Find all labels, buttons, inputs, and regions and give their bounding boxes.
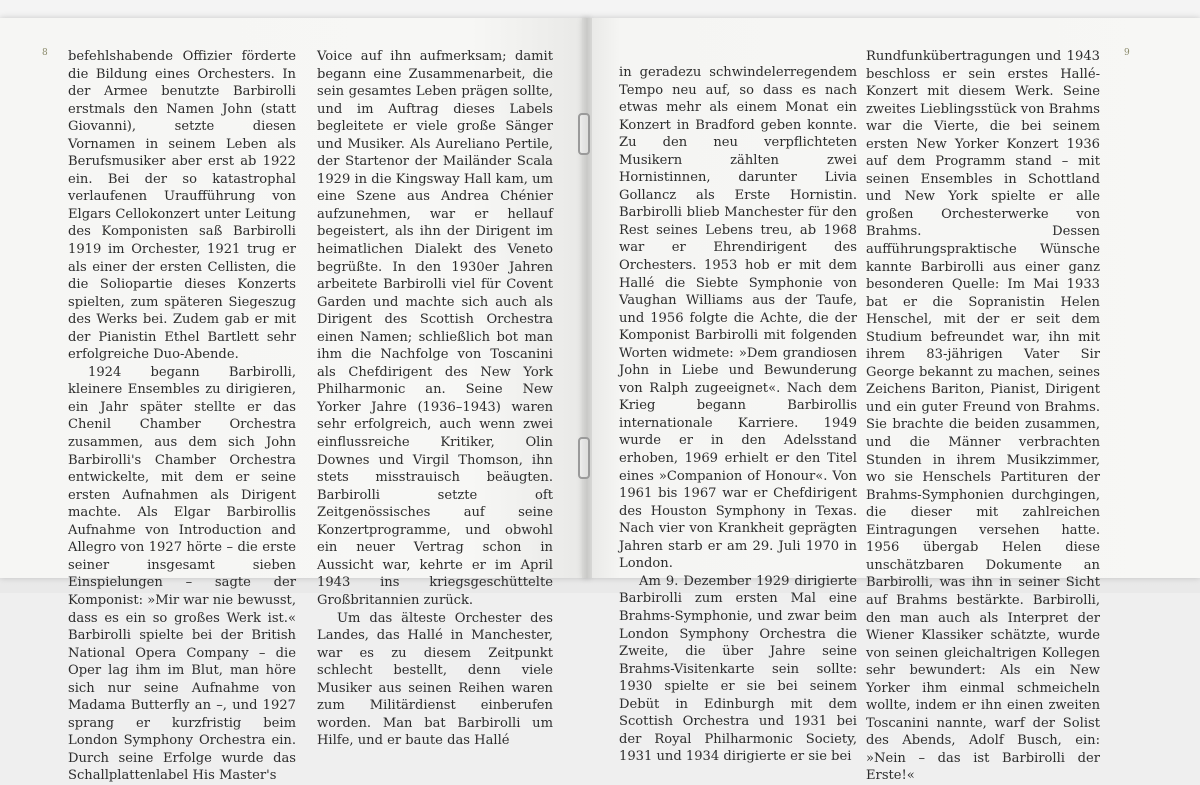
paragraph: in geradezu schwindelerregendem Tempo neu auf, so dass es nach etwas mehr als einem Monat ein Konzert in Bradford geben konnte. Zu den neu verpflichteten Musikern zählten zwei Hornistinnen, darunter Livia Gollancz als Erste Hornistin. Barbirolli blieb Manchester für den Rest seines Lebens treu, ab 1968 war er Ehrendirigent des Orchesters. 1953 hob er mit dem Hallé die Siebte Symphonie von Vaughan Williams aus der Taufe, und 1956 folgte die Achte, die der Komponist Barbirolli mit folgenden Worten widmete: »Dem grandiosen John in Liebe und Bewunderung von Ralph zugeeignet«. Nach dem Krieg begann Barbirollis internationale Karriere. 1949 wurde er in den Adelsstand erhoben, 1969 erhielt er den Titel eines »Companion of Honour«. Von 1961 bis 1967 war er Chefdirigent des Houston Symphony in Texas. Nach vier von Krankheit geprägten Jahren starb er am 29. Juli 1970 in London.: [619, 65, 857, 572]
page-number-left: 8: [42, 48, 48, 58]
paragraph: Am 9. Dezember 1929 dirigierte Barbirolli zum ersten Mal eine Brahms-Symphonie, und zwar beim London Symphony Orchestra die Zweite, die über Jahre seine Brahms-Visitenkarte sein sollte: 1930 spielte er sie bei seinem Debüt in Edinburgh mit dem Scottish Orchestra und 1931 bei der Royal Philharmonic Society, 1931 und 1934 dirigierte er sie bei: [619, 573, 857, 765]
staple-top: [578, 113, 590, 155]
paragraph: 1924 begann Barbirolli, kleinere Ensembles zu dirigieren, ein Jahr später stellte er das Chenil Chamber Orchestra zusammen, aus dem sich John Barbirolli's Chamber Orchestra entwickelte, mit dem er seine ersten Aufnahmen als Dirigent machte. Als Elgar Barbirollis Aufnahme von Introduction and Allegro von 1927 hörte – die erste seiner insgesamt sieben Einspielungen – sagte der Komponist: »Mir war nie bewusst, dass es ein so großes Werk ist.« Barbirolli spielte bei der British National Opera Company – die Oper lag ihm im Blut, man höre sich nur seine Aufnahme von Madama Butterfly an –, und 1927 sprang er kurzfristig beim London Symphony Orchestra ein. Durch seine Erfolge wurde das Schallplattenlabel His Master's: [68, 364, 296, 784]
paragraph: Rundfunkübertragungen und 1943 beschloss er sein erstes Hallé-Konzert mit diesem Werk. Seine zweites Lieblingsstück von Brahms war die Vierte, die bei seinem ersten New Yorker Konzert 1936 auf dem Programm stand – mit seinen Ensembles in Schottland und New York spielte er alle großen Orchesterwerke von Brahms. Dessen aufführungspraktische Wünsche kannte Barbirolli aus einer ganz besonderen Quelle: Im Mai 1933 bat er die Sopranistin Helen Henschel, mit der er seit dem Studium befreundet war, ihn mit ihrem 83-jährigen Vater Sir George bekannt zu machen, seines Zeichens Bariton, Pianist, Dirigent und ein guter Freund von Brahms. Sie brachte die beiden zusammen, und die Männer verbrachten Stunden in ihrem Musikzimmer, wo sie Henschels Partituren der Brahms-Symphonien durchgingen, die dieser mit zahlreichen Eintragungen versehen hatte. 1956 übergab Helen diese unschätzbaren Dokumente an Barbirolli, was ihn in seiner Sicht auf Brahms bestärkte. Barbirolli, den man auch als Interpret der Wiener Klassiker schätzte, wurde von seinen gleichaltrigen Kollegen sehr bewundert: Als ein New Yorker ihm einmal schmeicheln wollte, indem er ihn einen zweiten Toscanini nannte, warf der Solist des Abends, Adolf Busch, ein: »Nein – das ist Barbirolli der Erste!«: [866, 49, 1100, 784]
paragraph: befehlshabende Offizier förderte die Bildung eines Orchesters. In der Armee benutzte Barbirolli erstmals den Namen John (statt Giovanni), setzte diesen Vornamen in seinem Leben als Berufsmusiker aber erst ab 1922 ein. Bei der so katastrophal verlaufenen Uraufführung von Elgars Cellokonzert unter Leitung des Komponisten saß Barbirolli 1919 im Orchester, 1921 trug er als einer der ersten Cellisten, die die Soliopartie dieses Konzerts spielten, zum späteren Siegeszug des Werks bei. Zudem gab er mit der Pianistin Ethel Bartlett sehr erfolgreiche Duo-Abende.: [68, 49, 296, 363]
staple-bottom: [578, 437, 590, 479]
text-column-1: [68, 48, 296, 785]
text-column-4: [866, 48, 1100, 785]
paragraph: Voice auf ihn aufmerksam; damit begann eine Zusammenarbeit, die sein gesamtes Leben prägen sollte, und im Auftrag dieses Labels begleitete er viele große Sänger und Musiker. Als Aureliano Pertile, der Startenor der Mailänder Scala 1929 in die Kingsway Hall kam, um eine Szene aus Andrea Chénier aufzunehmen, war er hellauf begeistert, als ihn der Dirigent im heimatlichen Dialekt des Veneto begrüßte. In den 1930er Jahren arbeitete Barbirolli viel für Covent Garden und machte sich auch als Dirigent des Scottish Orchestra einen Namen; schließlich bot man ihm die Nachfolge von Toscanini als Chefdirigent des New York Philharmonic an. Seine New Yorker Jahre (1936–1943) waren sehr erfolgreich, auch wenn zwei einflussreiche Kritiker, Olin Downes und Virgil Thomson, ihn stets misstrauisch beäugten. Barbirolli setzte oft Zeitgenössisches auf seine Konzertprogramme, und obwohl ein neuer Vertrag schon in Aussicht war, kehrte er im April 1943 ins kriegsgeschüttelte Großbritannien zurück.: [317, 49, 553, 608]
text-column-3: [619, 64, 857, 766]
paragraph: Um das älteste Orchester des Landes, das Hallé in Manchester, war es zu diesem Zeitpunkt schlecht bestellt, denn viele Musiker aus seinen Reihen waren zum Militärdienst einberufen worden. Man bat Barbirolli um Hilfe, und er baute das Hallé: [317, 610, 553, 749]
text-column-2: [317, 48, 553, 750]
page-number-right: 9: [1124, 48, 1130, 58]
booklet-gutter: [582, 18, 592, 578]
